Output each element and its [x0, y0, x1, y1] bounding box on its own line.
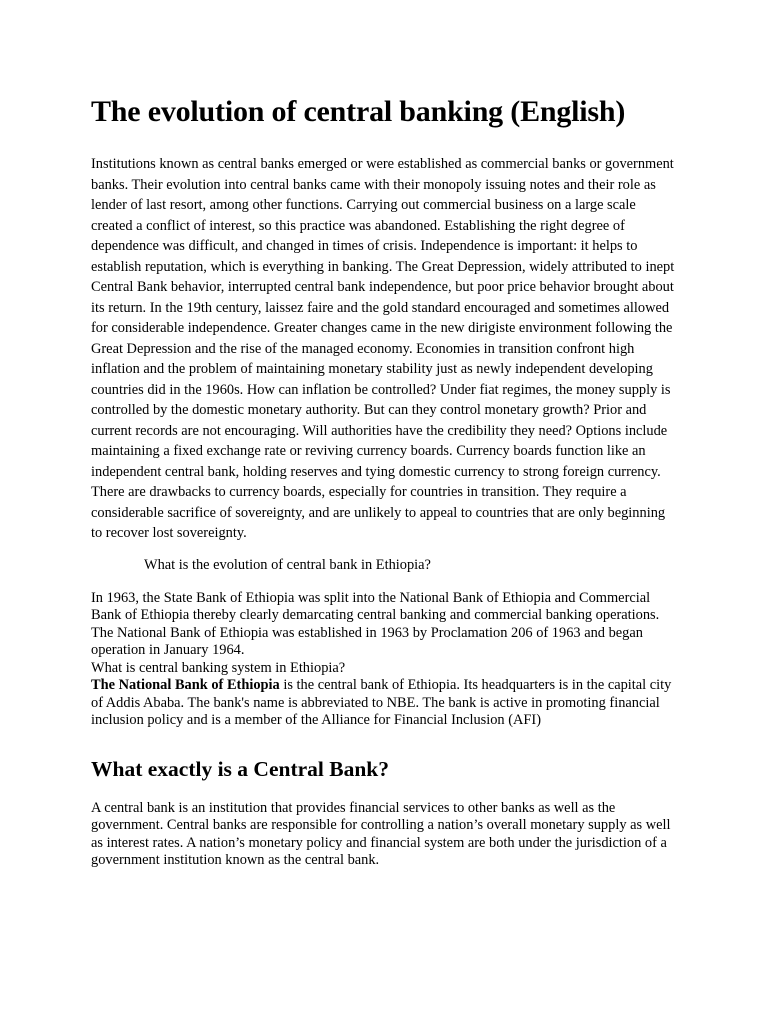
- paragraph-ethiopia-history: In 1963, the State Bank of Ethiopia was split into the National Bank of Ethiopia and Commercial Bank of Ethiopia thereby clearly demarcating central banking and commercial banking operations. The National Bank of Ethiopia was established in 1963 by Proclamation 206 of 1963 and began operation in January 1964.: [91, 589, 660, 658]
- nbe-bold-name: The National Bank of Ethiopia: [91, 677, 280, 693]
- paragraph-central-bank-definition: A central bank is an institution that provides financial services to other banks as well as the government. Central banks are responsible for controlling a nation’s overall monetary supply as well as interest rates. A nation’s monetary policy and financial system are both under the jurisdiction of a government institution known as the central bank.: [91, 799, 671, 868]
- paragraph-nbe: [91, 677, 676, 730]
- section-heading-central-bank: What exactly is a Central Bank?: [91, 756, 390, 781]
- question-evolution-ethiopia: What is the evolution of central bank in Ethiopia?: [144, 556, 431, 573]
- page-title: The evolution of central banking (English): [91, 95, 626, 128]
- paragraph-evolution: Institutions known as central banks emerged or were established as commercial banks or government banks. Their evolution into central banks came with their monopoly issuing notes and their role as lender of last resort, among other functions. Carrying out commercial business on a large scale created a conflict of interest, so this practice was abandoned. Establishing the right degree of dependence was difficult, and changed in times of crisis. Independence is important: it helps to establish reputation, which is everything in banking. The Great Depression, widely attributed to inept Central Bank behavior, interrupted central bank independence, but poor price behavior brought about its return. In the 19th century, laissez faire and the gold standard encouraged and sometimes allowed for considerable independence. Greater changes came in the new dirigiste environment following the Great Depression and the rise of the managed economy. Economies in transition confront high inflation and the problem of maintaining monetary stability just as newly independent developing countries did in the 1960s. How can inflation be controlled? Under fiat regimes, the money supply is controlled by the domestic monetary authority. But can they control monetary growth? Prior and current records are not encouraging. Will authorities have the credibility they need? Options include maintaining a fixed exchange rate or reviving currency boards. Currency boards function like an independent central bank, holding reserves and tying domestic currency to strong foreign currency. There are drawbacks to currency boards, especially for countries in transition. They require a considerable sacrifice of sovereignty, and are unlikely to appeal to countries that are only beginning to recover lost sovereignty.: [91, 156, 675, 541]
- nbe-description: is the central bank of Ethiopia. Its headquarters is in the capital city of Addis Ababa. The bank's name is abbreviated to NBE. The bank is active in promoting financial inclusion policy and is a member of the Alliance for Financial Inclusion (AFI): [91, 677, 672, 728]
- document-page: [91, 94, 676, 870]
- question-central-banking-system: What is central banking system in Ethiopia?: [91, 659, 346, 676]
